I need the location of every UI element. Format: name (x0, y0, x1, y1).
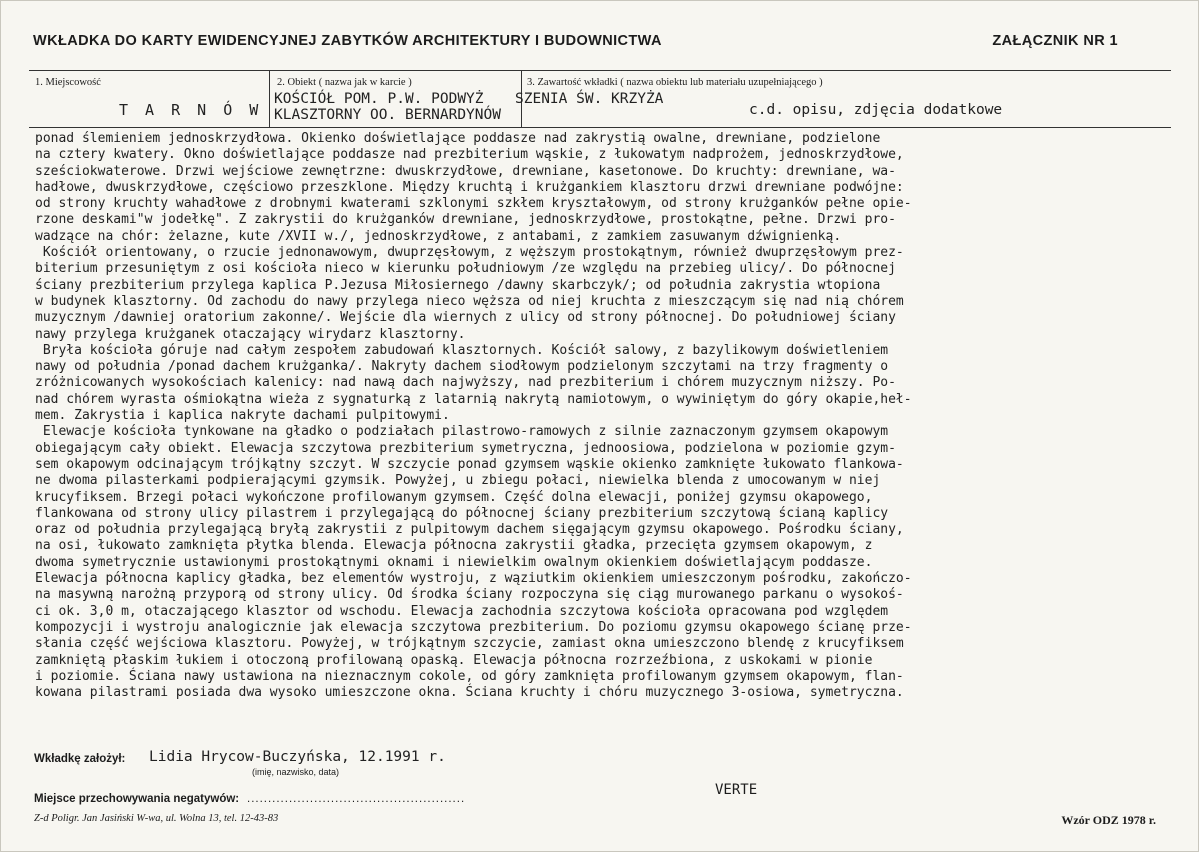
negatives-label: Miejsce przechowywania negatywów: (34, 793, 240, 805)
description-line: rzone deskami"w jodełkę". Z zakrystii do krużganków drewniane, jednoskrzydłowe, prostokątne, pełne. Drzwi pro- (35, 212, 896, 228)
description-line: oraz od południa przylegającą bryłą zakrystii z pulpitowym dachem sięgającym gzymsu okapowego. Pośrodku ściany, (35, 522, 904, 538)
description-line: Elewacje kościoła tynkowane na gładko o podziałach pilastrowo-ramowych z silnie zaznaczonym gzymsem okapowym (35, 424, 889, 440)
locality-label: 1. Miejscowość (35, 77, 101, 88)
object-name-line1: KOŚCIÓŁ POM. P.W. PODWYŻ (274, 91, 484, 107)
description-line: nad chórem wyrasta ośmiokątna wieża z sygnaturką z latarnią nakrytą namiotowym, o wywiniętym do góry okapie,heł- (35, 391, 912, 407)
annex-number: ZAŁĄCZNIK NR 1 (992, 33, 1118, 49)
description-line: Bryła kościoła góruje nad całym zespołem zabudowań klasztornych. Kościół salowy, z bazylikowym doświetleniem (35, 342, 889, 358)
description-line: ne dwoma pilasterkami podpierającymi gzymsik. Powyżej, u zbiegu połaci, niewielka blenda z umocowanym w niej (35, 473, 881, 489)
description-line: Kościół orientowany, o rzucie jednonawowym, dwuprzęsłowym, z węższym prostokątnym, również dwuprzęsłowym prez- (35, 245, 904, 261)
locality-value: T A R N Ó W (119, 101, 263, 119)
description-line: muzycznym /dawniej oratorium zakonne/. Wejście dla wiernych z ulicy od strony północnej. Do południowej ściany (35, 310, 896, 326)
founder-caption: (imię, nazwisko, data) (252, 767, 340, 777)
contents-label: 3. Zawartość wkładki ( nazwa obiektu lub materiału uzupełniającego ) (527, 77, 823, 88)
description-line: nawy od południa /ponad dachem krużganka/. Nakryty dachem siodłowym podzielonym szczytami na trzy fragmenty o (35, 359, 889, 375)
verte-note: VERTE (715, 782, 758, 798)
field-divider-1 (269, 70, 270, 127)
description-line: Elewacja północna kaplicy gładka, bez elementów wystroju, z wąziutkim okienkiem umieszczonym pośrodku, zakończo- (35, 571, 912, 587)
description-line: sem okapowym odcinającym trójkątny szczyt. W szczycie ponad gzymsem wąskie okienko zamknięte łukowato flankowa- (35, 456, 904, 472)
description-line: słania część wejściowa klasztoru. Powyżej, w trójkątnym szczycie, zamiast okna umieszczono blendę z krucyfiksem (35, 636, 904, 652)
description-line: sześciokwaterowe. Drzwi wejściowe zewnętrzne: dwuskrzydłowe, drewniane, kasetonowe. Do kruchty: drewniane, wa- (35, 163, 896, 179)
description-line: od strony kruchty wahadłowe z drobnymi kwaterami szklonymi szkłem kryształowym, od strony krużganków pełne opie- (35, 196, 912, 212)
description-line: kowana pilastrami posiada dwa wysoko umieszczone okna. Ściana kruchty i chóru muzycznego 3-osiowa, symetryczna. (35, 685, 904, 701)
object-name-line1-continued: SZENIA ŚW. KRZYŻA (515, 91, 664, 107)
description-line: w budynek klasztorny. Od zachodu do nawy przylega nieco węższa od niej kruchta z mieszczącym się nad nią chórem (35, 293, 904, 309)
description-line: ci ok. 3,0 m, otaczającego klasztor od wschodu. Elewacja zachodnia szczytowa kościoła opracowana pod względem (35, 603, 889, 619)
description-line: wadzące na chór: żelazne, kute /XVII w./, jednoskrzydłowe, z antabami, z zamkiem zasuwanym dźwignienką. (35, 228, 842, 244)
description-line: na masywną narożną przyporą od strony ulicy. Od środka ściany rozpoczyna się ciąg murowanego parkanu o wysokoś- (35, 587, 904, 603)
founder-value: Lidia Hrycow-Buczyńska, 12.1991 r. (149, 749, 446, 765)
description-line: zróżnicowanych wysokościach kalenicy: nad nawą dach najwyższy, nad prezbiterium i chórem muzycznym niższy. Po- (35, 375, 896, 391)
header-rule (29, 70, 1171, 71)
description-text (35, 131, 1175, 701)
description-line: ponad ślemieniem jednoskrzydłowa. Okienko doświetlające poddasze nad zakrystią owalne, drewniane, podzielone (35, 131, 881, 146)
description-line: zamkniętą płaskim łukiem i otoczoną profilowaną opaską. Elewacja północna rozrzeźbiona, z uskokami w pionie (35, 652, 873, 668)
description-line: obiegającym cały obiekt. Elewacja szczytowa prezbiterium symetryczna, jednoosiowa, podzielona w poziomie gzym- (35, 440, 896, 456)
description-line: nawy przylega krużganek otaczający wirydarz klasztorny. (35, 326, 466, 342)
document-title: WKŁADKA DO KARTY EWIDENCYJNEJ ZABYTKÓW ARCHITEKTURY I BUDOWNICTWA (33, 33, 662, 49)
description-line: dwoma symetrycznie ustawionymi prostokątnymi oknami i niewielkim owalnym okienkiem doświetlającym poddasze. (35, 554, 873, 570)
fields-bottom-rule (29, 127, 1171, 128)
description-line: krucyfiksem. Brzegi połaci wykończone profilowanym gzymsem. Część dolna elewacji, poniżej gzymsu okapowego, (35, 489, 873, 505)
description-line: na osi, łukowato zamknięta płytka blenda. Elewacja północna zakrystii gładka, przecięta gzymsem okapowym, z (35, 538, 873, 554)
negatives-value: .................................................... (247, 793, 466, 805)
printer-note: Z-d Poligr. Jan Jasiński W-wa, ul. Wolna 13, tel. 12-43-83 (34, 813, 279, 824)
object-name-line2: KLASZTORNY OO. BERNARDYNÓW (274, 107, 501, 123)
description-line: i poziomie. Ściana nawy ustawiona na nieznacznym cokole, od góry zamknięta profilowanym gzymsem okapowym, flan- (35, 668, 904, 684)
object-label: 2. Obiekt ( nazwa jak w karcie ) (277, 77, 412, 88)
description-line: hadłowe, dwuskrzydłowe, częściowo przeszklone. Między kruchtą i krużgankiem klasztoru drzwi drewniane podwójne: (35, 179, 904, 195)
founder-label: Wkładkę założył: (34, 753, 126, 765)
description-line: flankowana od strony ulicy pilastrem i przylegającą do północnej ściany prezbiterium szczytową ścianą kaplicy (35, 505, 889, 521)
description-line: na cztery kwatery. Okno doświetlające poddasze nad prezbiterium wąskie, z łukowatym nadprożem, jednoskrzydłowe, (35, 147, 904, 163)
description-line: mem. Zakrystia i kaplica nakryte dachami pulpitowymi. (35, 408, 450, 424)
form-number: Wzór ODZ 1978 r. (1061, 813, 1156, 827)
description-line: biterium przesuniętym z osi kościoła nieco w kierunku południowym /ze względu na przebieg ulicy/. Do północnej (35, 261, 896, 277)
description-line: kompozycji i wystroju analogicznie jak elewacja szczytowa prezbiterium. Do poziomu gzymsu okapowego ścianę prze- (35, 619, 912, 635)
description-line: ściany prezbiterium przylega kaplica P.Jezusa Miłosiernego /dawny skarbczyk/; od południa zakrystia wtopiona (35, 277, 881, 293)
contents-value: c.d. opisu, zdjęcia dodatkowe (749, 102, 1003, 118)
